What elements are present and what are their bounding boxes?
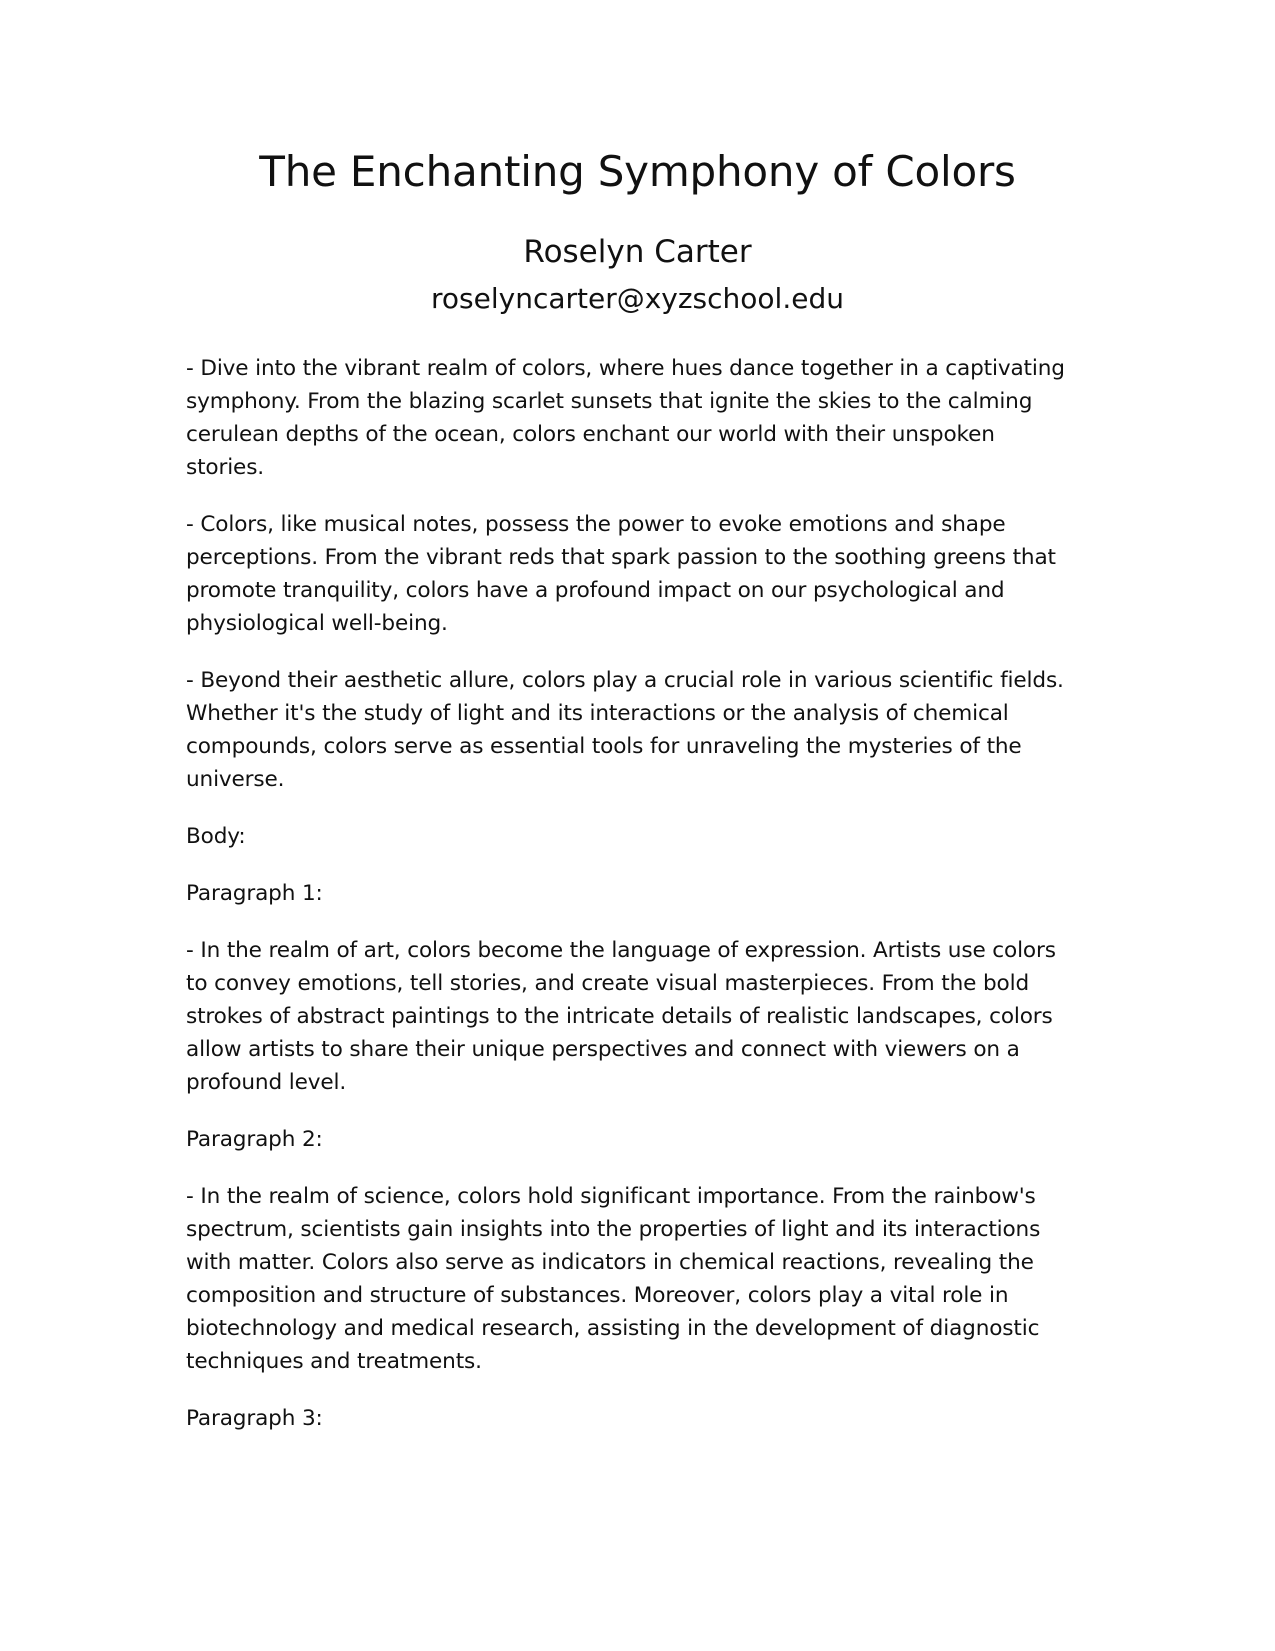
intro-paragraph-2: - Colors, like musical notes, possess the power to evoke emotions and shape perceptions. From the vibrant reds that spark passion to the soothing greens that promote tranquility, colors have a profound impact on our psychological and physiological well-being. <box>186 512 1056 636</box>
body-heading: Body: <box>186 824 246 849</box>
paragraph-1-heading: Paragraph 1: <box>186 881 323 906</box>
paragraph-2-text: - In the realm of science, colors hold significant importance. From the rainbow's spectrum, scientists gain insights into the properties of light and its interactions with matter. Colors also serve as indicators in chemical reactions, revealing the composition and structure of substances. Moreover, colors play a vital role in biotechnology and medical research, assisting in the development of diagnostic techniques and treatments. <box>186 1184 1041 1374</box>
paragraph-3-heading: Paragraph 3: <box>186 1406 323 1431</box>
intro-paragraph-1: - Dive into the vibrant realm of colors, where hues dance together in a captivating symphony. From the blazing scarlet sunsets that ignite the skies to the calming cerulean depths of the ocean, colors enchant our world with their unspoken stories. <box>186 356 1065 480</box>
paragraph-1-text: - In the realm of art, colors become the language of expression. Artists use colors to convey emotions, tell stories, and create visual masterpieces. From the bold strokes of abstract paintings to the intricate details of realistic landscapes, colors allow artists to share their unique perspectives and connect with viewers on a profound level. <box>186 938 1056 1095</box>
paragraph-2-heading: Paragraph 2: <box>186 1127 323 1152</box>
document-title: The Enchanting Symphony of Colors <box>259 147 1016 196</box>
intro-paragraph-3: - Beyond their aesthetic allure, colors play a crucial role in various scientific fields. Whether it's the study of light and its interactions or the analysis of chemical compounds, colors serve as essential tools for unraveling the mysteries of the universe. <box>186 668 1064 792</box>
author-name: Roselyn Carter <box>523 234 752 270</box>
author-email: roselyncarter@xyzschool.edu <box>431 282 844 315</box>
document-body <box>186 352 1076 1459</box>
